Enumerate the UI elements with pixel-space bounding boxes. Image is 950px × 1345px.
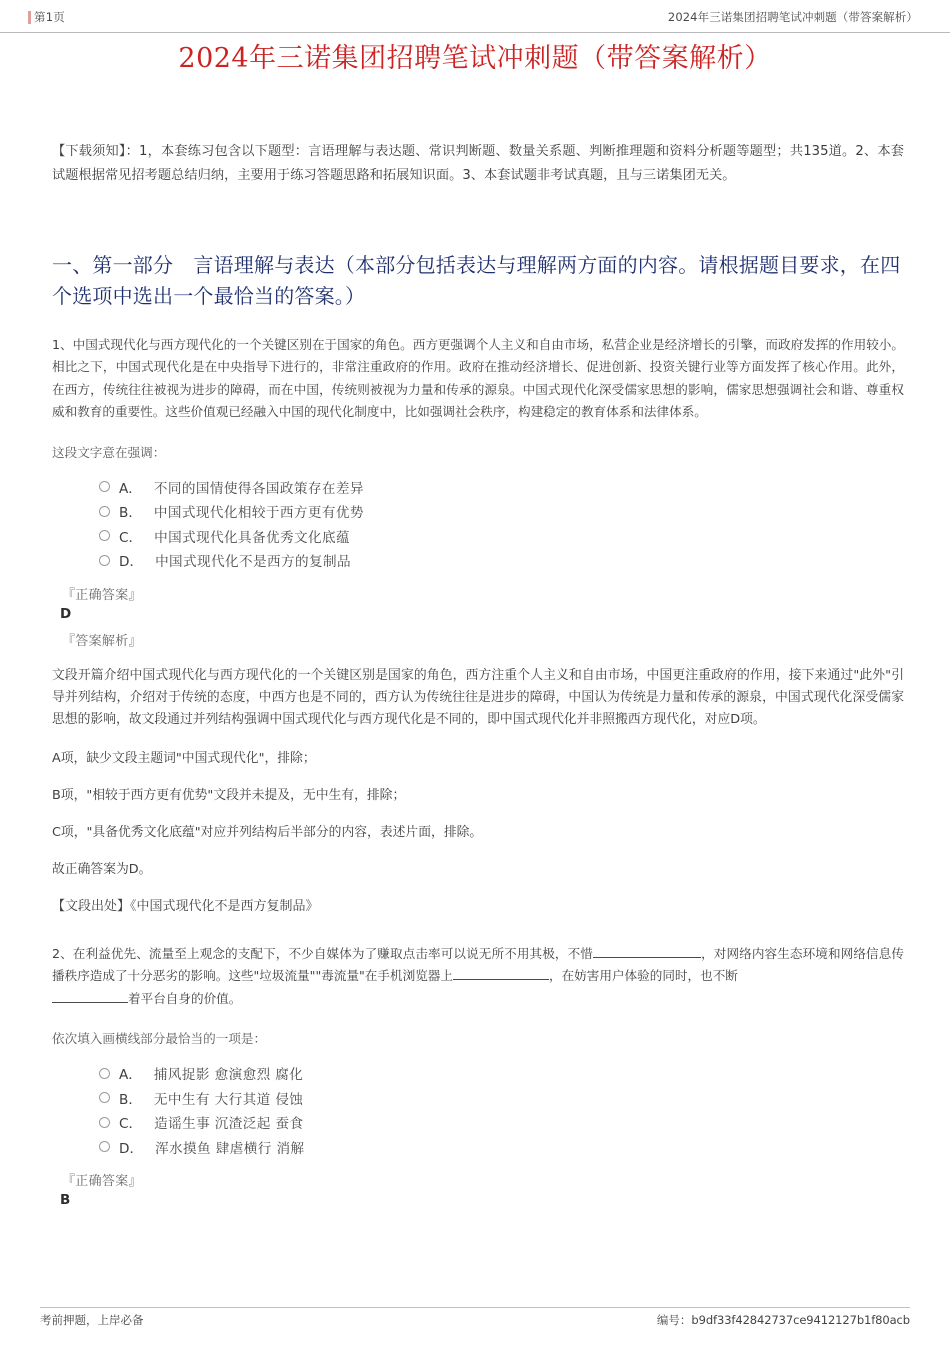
option-d[interactable] — [99, 1135, 904, 1160]
option-text: 捕风捉影 愈演愈烈 腐化 — [153, 1067, 304, 1084]
option-a[interactable] — [99, 1061, 904, 1086]
fill-blank-1[interactable] — [593, 957, 701, 958]
running-header — [0, 9, 950, 33]
question-1-analysis-conclusion: 故正确答案为D。 — [52, 861, 152, 877]
question-2-options — [52, 1061, 904, 1159]
radio-icon[interactable] — [99, 530, 110, 541]
option-b[interactable] — [99, 1086, 904, 1111]
question-2-stem — [52, 943, 904, 1010]
running-title: 2024年三诺集团招聘笔试冲刺题（带答案解析） — [667, 10, 918, 24]
option-letter: C． — [119, 1116, 143, 1133]
option-text: 中国式现代化不是西方的复制品 — [155, 554, 351, 571]
option-text: 中国式现代化相较于西方更有优势 — [153, 505, 364, 522]
footer-code-label: 编号： — [656, 1313, 692, 1327]
option-letter: B． — [119, 505, 142, 522]
download-notice: 【下载须知】：1，本套练习包含以下题型：言语理解与表达题、常识判断题、数量关系题、判断推理题和资料分析题等题型；共135道。2、本套试题根据常见招考题总结归纳，主要用于练习答题思路和拓展知识面。3、本套试题非考试真题，且与三诺集团无关。 — [52, 144, 904, 183]
option-a[interactable] — [99, 475, 904, 500]
footer-code-value: b9df33f42842737ce9412127b1f80acb — [691, 1313, 910, 1327]
option-letter: C． — [119, 529, 143, 546]
question-1-answer-value: D — [60, 605, 72, 622]
option-letter: B． — [119, 1091, 142, 1108]
option-text: 中国式现代化具备优秀文化底蕴 — [154, 529, 351, 546]
radio-icon[interactable] — [99, 1141, 110, 1152]
option-text: 不同的国情使得各国政策存在差异 — [153, 480, 364, 497]
option-text: 造谣生事 沉渣泛起 蚕食 — [154, 1116, 304, 1133]
option-text: 无中生有 大行其道 侵蚀 — [153, 1091, 304, 1108]
question-1-answer-label: 『正确答案』 — [62, 587, 142, 603]
section-heading-part-one: 一、第一部分 言语理解与表达（本部分包括表达与理解两方面的内容。请根据题目要求，在四个选项中选出一个最恰当的答案。） — [52, 253, 901, 308]
option-letter: A． — [119, 1067, 142, 1084]
radio-icon[interactable] — [99, 506, 110, 517]
radio-icon[interactable] — [99, 555, 110, 566]
question-1-prompt: 这段文字意在强调： — [52, 444, 166, 460]
question-1-analysis-line-a: A项，缺少文段主题词"中国式现代化"，排除； — [52, 750, 316, 766]
option-b[interactable] — [99, 499, 904, 524]
question-1-stem: 1、中国式现代化与西方现代化的一个关键区别在于国家的角色。西方更强调个人主义和自由市场，私营企业是经济增长的引擎，而政府发挥的作用较小。相比之下，中国式现代化是在中央指导下进行的，非常注重政府的作用。政府在推动经济增长、促进创新、投资关键行业等方面发挥了核心作用。此外，在西方，传统往往被视为进步的障碍，而在中国，传统则被视为力量和传承的源泉。中国式现代化深受儒家思想的影响，儒家思想强调社会和谐、尊重权威和教育的重要性。这些价值观已经融入中国的现代化制度中，比如强调社会秩序，构建稳定的教育体系和法律体系。 — [52, 337, 904, 420]
page-footer — [0, 1312, 950, 1328]
option-d[interactable] — [99, 548, 904, 573]
option-letter: A． — [119, 480, 142, 497]
question-2-stem-part-2: ，对网络内容生态环境和网络信息传播秩序造成了十分恶劣的影响。这些"垃圾流量""毒流量"在手机浏览器上 — [52, 945, 905, 984]
question-2 — [52, 943, 904, 1210]
footer-code — [657, 1312, 910, 1328]
option-text: 浑水摸鱼 肆虐横行 消解 — [155, 1140, 305, 1157]
radio-icon[interactable] — [99, 481, 110, 492]
question-1-analysis-line-c: C项，"具备优秀文化底蕴"对应并列结构后半部分的内容，表述片面，排除。 — [52, 824, 483, 840]
fill-blank-3[interactable] — [52, 1002, 128, 1003]
option-c[interactable] — [99, 1110, 904, 1135]
option-letter: D． — [119, 1140, 144, 1157]
question-1-analysis-label: 『答案解析』 — [62, 633, 142, 649]
fill-blank-2[interactable] — [453, 979, 549, 980]
question-1-analysis-line-b: B项，"相较于西方更有优势"文段并未提及，无中生有，排除； — [52, 787, 406, 803]
question-2-answer-value: B — [60, 1192, 71, 1209]
question-2-stem-part-4: 着平台自身的价值。 — [128, 990, 242, 1006]
radio-icon[interactable] — [99, 1068, 110, 1079]
option-c[interactable] — [99, 524, 904, 549]
question-2-stem-part-1: 2、在利益优先、流量至上观念的支配下，不少自媒体为了赚取点击率可以说无所不用其极，不惜 — [52, 945, 593, 961]
document-body — [52, 140, 904, 1210]
document-title: 2024年三诺集团招聘笔试冲刺题（带答案解析） — [178, 43, 772, 74]
footer-slogan: 考前押题，上岸必备 — [40, 1313, 144, 1327]
option-letter: D． — [119, 554, 144, 571]
question-1-analysis-paragraph: 文段开篇介绍中国式现代化与西方现代化的一个关键区别是国家的角色，西方注重个人主义和自由市场，中国更注重政府的作用，接下来通过"此外"引导并列结构，介绍对于传统的态度，中西方也是不同的，西方认为传统往往是进步的障碍，中国认为传统是力量和传承的源泉，中国式现代化深受儒家思想的影响，故文段通过并列结构强调中国式现代化与西方现代化是不同的，即中国式现代化并非照搬西方现代化，对应D项。 — [52, 667, 904, 728]
question-1-source: 【文段出处】《中国式现代化不是西方复制品》 — [52, 898, 319, 914]
radio-icon[interactable] — [99, 1117, 110, 1128]
question-2-prompt: 依次填入画横线部分最恰当的一项是： — [52, 1031, 267, 1047]
question-2-stem-part-3: ，在妨害用户体验的同时，也不断 — [548, 968, 738, 984]
question-2-answer-label: 『正确答案』 — [62, 1174, 142, 1190]
footer-divider — [40, 1307, 910, 1308]
radio-icon[interactable] — [99, 1092, 110, 1103]
question-1 — [52, 334, 904, 917]
question-1-options — [52, 475, 904, 573]
page-number-label: 第1页 — [34, 10, 65, 24]
